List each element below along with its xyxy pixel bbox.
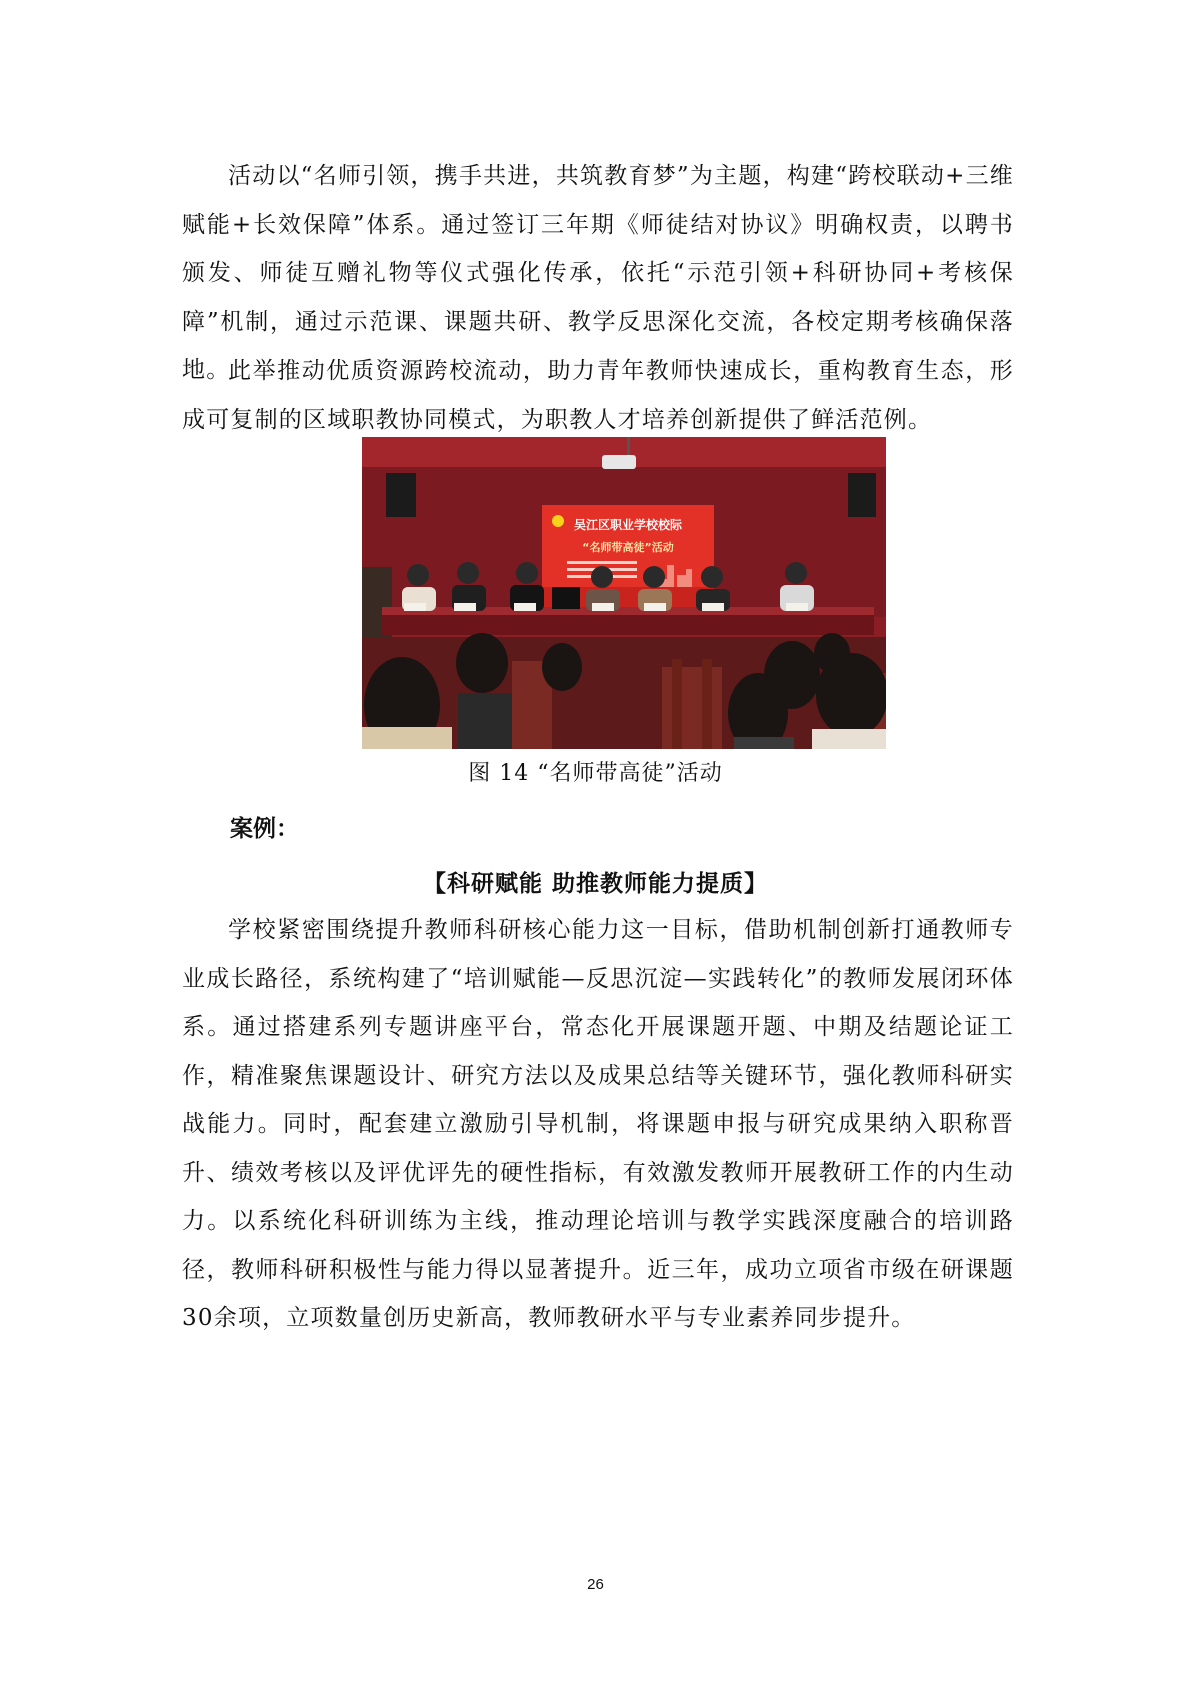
figure-caption: 图 14 “名师带高徒”活动 [468,761,723,786]
paragraph-case-research: 学校紧密围绕提升教师科研核心能力这一目标，借助机制创新打通教师专业成长路径，系统构建了“培训赋能—反思沉淀—实践转化”的教师发展闭环体系。通过搭建系列专题讲座平台，常态化开展课题开题、中期及结题论证工作，精准聚焦课题设计、研究方法以及成果总结等关键环节，强化教师科研实战能力。同时，配套建立激励引导机制，将课题申报与研究成果纳入职称晋升、绩效考核以及评优评先的硬性指标，有效激发教师开展教研工作的内生动力。以系统化科研训练为主线，推动理论培训与教学实践深度融合的培训路径，教师科研积极性与能力得以显著提升。近三年，成功立项省市级在研课题30余项，立项数量创历史新高，教师教研水平与专业素养同步提升。 [182,917,1014,1331]
paragraph-activity-impact: 此举推动优质资源跨校流动，助力青年教师快速成长，重构教育生态，形成可复制的区域职教协同模式，为职教人才培养创新提供了鲜活范例。 [182,358,1014,433]
activity-photo [362,437,886,749]
banner-title: 吴江区职业学校校际 [573,518,683,532]
case-heading: 【科研赋能 助推教师能力提质】 [422,870,768,897]
paragraph-activity-theme: 活动以“名师引领，携手共进，共筑教育梦”为主题，构建“跨校联动+三维赋能+长效保障”体系。通过签订三年期《师徒结对协议》明确权责，以聘书颁发、师徒互赠礼物等仪式强化传承，依托“示范引领+科研协同+考核保障”机制，通过示范课、课题共研、教学反思深化交流，各校定期考核确保落地。 [182,163,1014,383]
case-label: 案例： [230,816,299,842]
banner-subtitle: “名师带高徒”活动 [582,541,674,554]
page-number: 26 [587,1576,604,1593]
